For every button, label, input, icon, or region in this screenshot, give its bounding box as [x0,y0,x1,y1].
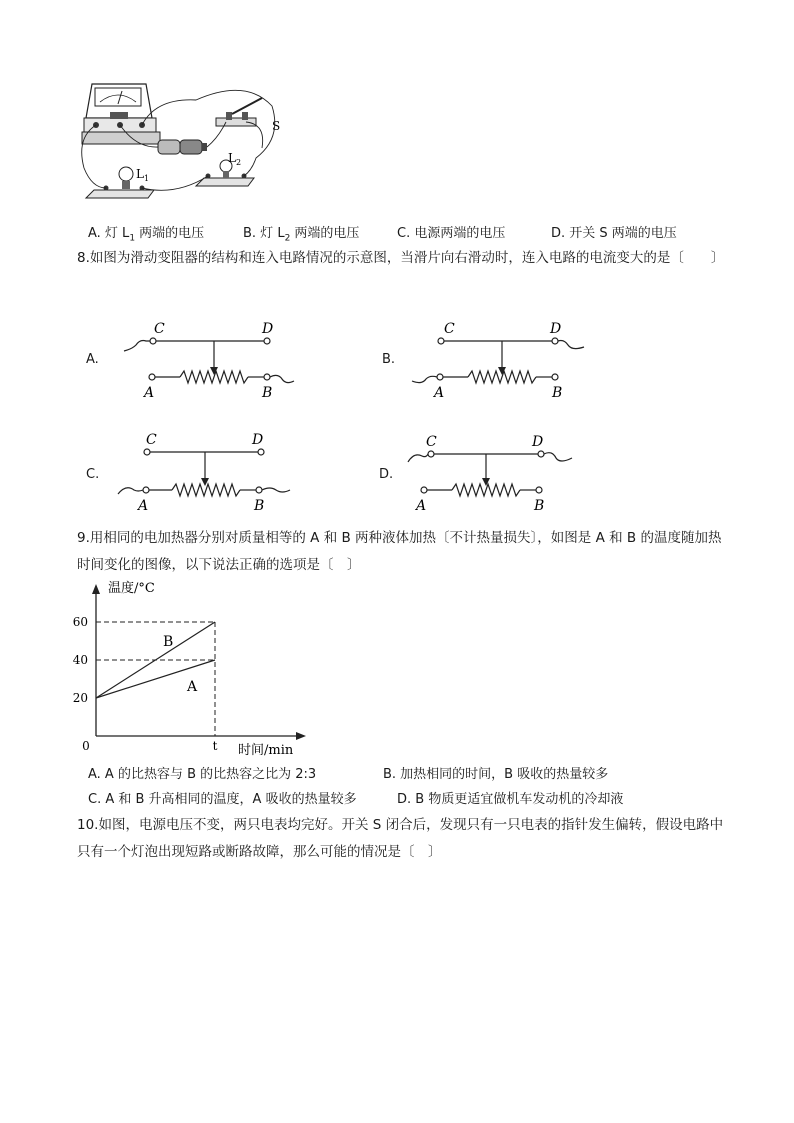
y-tick-label: 40 [72,653,88,667]
q7-option-d[interactable] [551,224,677,244]
terminal-d: D [532,434,544,450]
terminal-d: D [262,321,274,337]
terminal-a: A [138,498,149,514]
y-tick-label: 0 [82,739,90,753]
terminal-d: D [550,321,562,337]
q8-rheostat-b[interactable] [406,315,596,405]
label-l1: $L_1$ [136,167,150,183]
q8-option-b-label[interactable]: B. [382,352,396,367]
y-axis-label: 温度/°C [108,581,155,596]
y-axis-arrow-icon [92,584,100,594]
terminal-d: D [252,432,264,448]
q9-text: 9.用相同的电加热器分别对质量相等的 A 和 B 两种液体加热〔不计热量损失〕，如图是 A 和 B 的温度随加热时间变化的图像，以下说法正确的选项是〔 〕 [77,530,722,573]
q8-rheostat-c[interactable] [112,428,292,518]
q8-option-a-label[interactable]: A. [86,352,99,367]
q7-option-b-post: 两端的电压 [290,226,360,241]
terminal-a: A [144,385,155,401]
x-axis-arrow-icon [296,732,306,740]
q7-option-a-text: A. 灯 L [88,226,130,241]
terminal-c: C [146,432,157,448]
q8-option-d-label[interactable]: D. [379,467,394,482]
series-label-a: A [187,679,198,695]
terminal-b: B [254,498,265,514]
label-l2: $L_2$ [228,151,242,167]
q7-circuit-figure [76,78,286,210]
y-tick-label: 60 [72,615,88,629]
series-label-b: B [163,634,174,650]
q8-text: 8.如图为滑动变阻器的结构和连入电路情况的示意图，当滑片向右滑动时，连入电路的电流变大的是〔 〕 [77,250,725,266]
q7-option-b-sub: 2 [284,233,291,244]
battery-icon [158,140,207,154]
terminal-b: B [262,385,273,401]
q7-option-c[interactable] [397,224,505,244]
terminal-a: A [416,498,427,514]
x-tick-label: t [212,739,218,753]
q9-option-a[interactable]: A. A 的比热容与 B 的比热容之比为 2:3 [88,767,317,782]
q9-option-b[interactable]: B. 加热相同的时间，B 吸收的热量较多 [383,767,609,782]
q8-rheostat-a[interactable] [118,315,298,405]
voltmeter-icon [82,84,160,144]
terminal-b: B [552,385,563,401]
q7-option-a-sub: 1 [129,233,136,244]
y-tick-label: 20 [72,691,88,705]
terminal-b: B [534,498,545,514]
x-axis-label: 时间/min [238,743,294,758]
terminal-c: C [426,434,437,450]
q9-option-c[interactable]: C. A 和 B 升高相同的温度，A 吸收的热量较多 [88,792,357,807]
switch-icon [216,98,262,126]
terminal-c: C [444,321,455,337]
bulb-l2-icon [196,160,254,186]
terminal-c: C [154,321,165,337]
q7-option-b-text: B. 灯 L [243,226,285,241]
q8-rheostat-d[interactable] [402,428,582,518]
q7-option-a-post: 两端的电压 [135,226,205,241]
q8-option-c-label[interactable]: C. [86,467,100,482]
label-s: S [272,119,281,133]
terminal-a: A [434,385,445,401]
q7-option-c-text: C. 电源两端的电压 [397,226,506,241]
q9-temperature-chart [70,578,330,760]
q7-option-d-text: D. 开关 S 两端的电压 [551,226,677,241]
series-line-a [96,660,215,698]
q10-text: 10.如图，电源电压不变，两只电表均完好。开关 S 闭合后，发现只有一只电表的指针发生偏转，假设电路中只有一个灯泡出现短路或断路故障，那么可能的情况是〔 〕 [77,817,724,860]
q9-option-d[interactable]: D. B 物质更适宜做机车发动机的冷却液 [397,792,624,807]
